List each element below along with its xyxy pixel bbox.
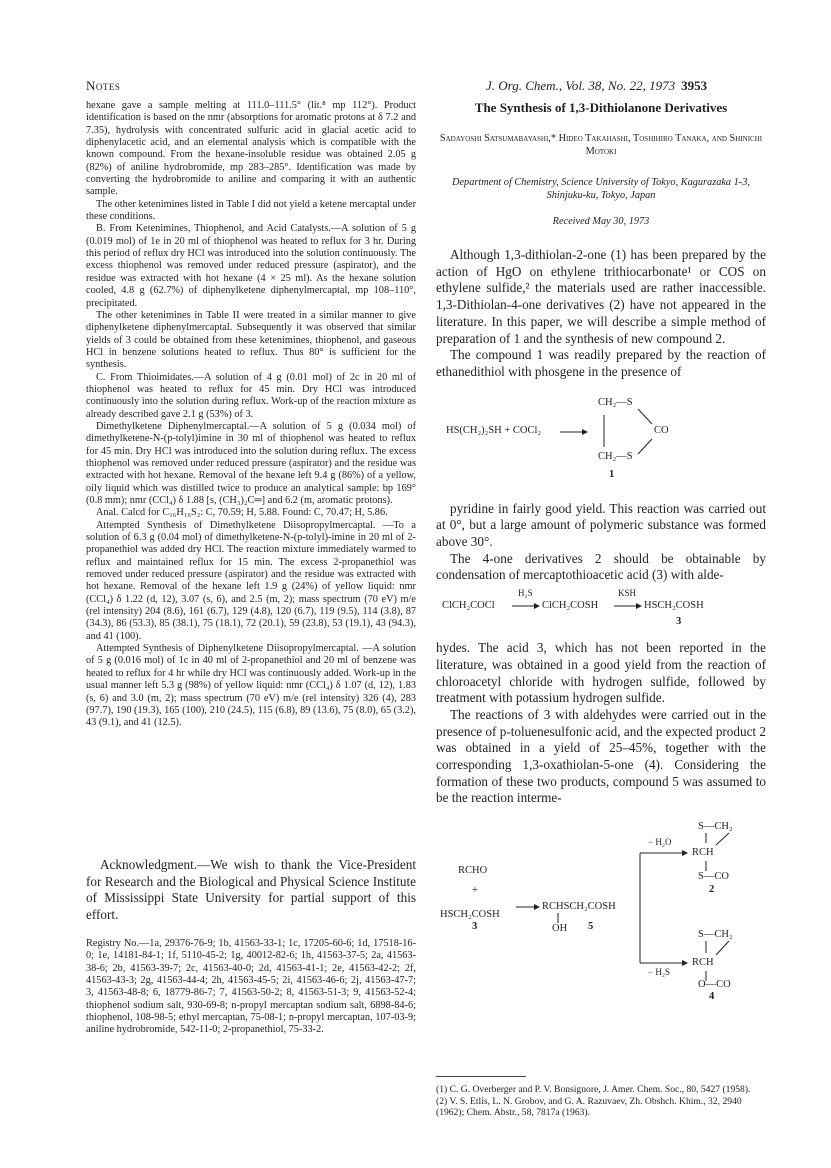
paragraph: Although 1,3-dithiolan-2-one (1) has been prepared by the action of HgO on ethylene trithiocarbonate¹ or COS on ethylene sulfide,² the materials used are rather inaccessible. 1,3-Dithiolan-4-one derivatives (2) have not appeared in the literature. In this paper, we will describe a simple method of preparation of 1 and the synthesis of new compound 2. (436, 247, 766, 346)
paragraph: The 4-one derivatives 2 should be obtainable by condensation of mercaptothioacetic acid (3) with alde- (436, 550, 766, 583)
product2-rch: RCH (692, 847, 714, 859)
scheme-acid-arrows (436, 584, 766, 640)
scheme-dithiolanone (436, 381, 766, 501)
paragraph: The other ketenimines listed in Table I did not yield a ketene mercaptal under these conditions. (86, 198, 416, 223)
reagent-h2s: H₂S (518, 588, 533, 599)
paragraph: pyridine in fairly good yield. This reaction was carried out at 0°, but a large amount of polymeric substance was formed above 30°. (436, 500, 766, 550)
product4-top: S—CH₂ (698, 929, 733, 941)
paragraph: The other ketenimines in Table II were treated in a similar manner to give diphenylketene diphenylmercaptal. Subsequently it was observed that similar yields of 3 could be obtained from these ketenimines, thiophenol, and gaseous HCl in benzene solutions heated to reflux. Thus 80° is sufficient for the synthesis. (86, 309, 416, 371)
intermediate5: RCHSCH₂COSH (542, 901, 616, 913)
running-header-left: Notes (86, 78, 121, 93)
footnote-rule (436, 1076, 526, 1077)
article-affiliation: Department of Chemistry, Science University of Tokyo, Kagurazaka 1-3, Shinjuku-ku, Tokyo, Japan (452, 177, 750, 201)
product4-rch: RCH (692, 957, 714, 969)
product: HSCH₂COSH (644, 600, 704, 612)
paragraph: C. From Thioimidates.—A solution of 4 g (0.01 mol) of 2c in 20 ml of thiophenol was heated to reflux for 45 min. Dry HCl was introduced continuously into the solution during reflux. Work-up of the reaction mixture as already described gave 2.1 g (53%) of 3. (86, 371, 416, 420)
received-date: Received May 30, 1973 (552, 216, 650, 227)
loss-of-h2s: − H₂S (648, 967, 670, 978)
loss-of-water: − H₂O (648, 837, 672, 848)
right-column (436, 100, 766, 1003)
ring-top-label: CH₂—S (598, 396, 633, 408)
paragraph: B. From Ketenimines, Thiophenol, and Acid Catalysts.—A solution of 5 g (0.019 mol) of 1e in 20 ml of thiophenol was heated to reflux for 3 hr. During this period of reflux dry HCl was introduced into the solution continuously. The excess thiophenol was removed under reduced pressure (aspirator), and the residue was extracted with hot hexane (4 × 25 ml). As the hexane solution cooled, 4.8 g (62.7%) of diphenylketene diphenylmercaptal, mp 108–110°, precipitated. (86, 223, 416, 309)
footnote: (2) V. S. Etlis, L. N. Grobov, and G. A. Razuvaev, Zh. Obshch. Khim., 32, 2940 (1962); Chem. Abstr., 58, 7817a (1963). (436, 1095, 742, 1118)
footnote: (1) C. G. Overberger and P. V. Bonsignore, J. Amer. Chem. Soc., 80, 5427 (1958). (436, 1084, 751, 1095)
journal-citation: J. Org. Chem., Vol. 38, No. 22, 1973 (486, 78, 676, 93)
scheme-mercaptothioacetic-acid (436, 584, 766, 640)
paragraph: The compound 1 was readily prepared by the reaction of ethanedithiol with phosgene in the presence of (436, 347, 766, 379)
thiol-acid: HSCH₂COSH (440, 909, 500, 921)
article-title: The Synthesis of 1,3-Dithiolanone Derivatives (474, 100, 728, 115)
aldehyde: RCHO (458, 865, 488, 877)
footnotes (436, 1084, 766, 1119)
product4-label: 4 (709, 991, 715, 1003)
paragraph: Attempted Synthesis of Dimethylketene Diisopropylmercaptal. —To a solution of 6.3 g (0.04 mol) of dimethylketene-N-(p-tolyl)-imine in 20 ml of 2-propanethiol was added dry HCl. The reaction mixture immediately warmed to reflux and maintained reflux for 15 min. The excess 2-propanethiol was removed under reduced pressure (aspirator) and the residue was extracted with hot hexane. Removal of the hexane left 1.9 g (24%) of yellow liquid: nmr (CCl₄) δ 1.22 (d, 12), 3.07 (s, 6), and 2.5 (m, 2); mass spectrum (70 eV) m/e (rel intensity) 204 (8.6), 161 (6.7), 129 (4.8), 120 (6.7), 119 (9.5), 114 (3.8), 87 (34.3), 86 (53.3), 85 (38.1), 75 (18.1), 72 (20.1), 59 (23.8), 53 (19.1), 43 (94.3), and 41 (100). (86, 519, 416, 642)
paragraph: Attempted Synthesis of Diphenylketene Diisopropylmercaptal. —A solution of 5 g (0.016 mol) of 1c in 40 ml of 2-propanethiol and 20 ml of benzene was heated to reflux for 4 hr while dry HCl was continuously added. Work-up in the usual manner left 5.3 g (98%) of yellow liquid: nmr (CCl₄) δ 1.07 (d, 12), 1.83 (s, 6) and 3.0 (m, 2); mass spectrum (70 eV) m/e (rel intensity) 326 (4), 283 (97.7), 190 (19.3), 165 (100), 210 (24.5), 115 (6.8), 89 (13.6), 75 (8.0), 65 (3.2), 43 (9.1), and 41 (12.5). (86, 643, 416, 729)
registry-numbers: Registry No.—1a, 29376-76-9; 1b, 41563-33-1; 1c, 17205-60-6; 1d, 17518-16-0; 1e, 14181-84-1; 1f, 5110-45-2; 1g, 40012-82-6; 1h, 41563-37-5; 2a, 41563-38-6; 2b, 41563-39-7; 2c, 41563-40-0; 2d, 41563-41-1; 2e, 41563-42-2; 2f, 41563-43-3; 2g, 41563-44-4; 2h, 41563-45-5; 2i, 41563-46-6; 2j, 41563-47-7; 3, 41563-48-8; 6, 18779-86-7; 7, 41563-50-2; 8, 41563-51-3; 9, 41563-52-4; thiophenol sodium salt, 930-69-8; n-propyl mercaptan sodium salt, 6898-84-6; thiophenol, 108-98-5; ethyl mercaptan, 75-08-1; n-propyl mercaptan, 107-03-9; aniline hydrobromide, 542-11-0; 2-propanethiol, 75-33-2. (86, 938, 416, 1036)
page-number: 3953 (681, 78, 708, 93)
compound-label: 1 (609, 468, 615, 480)
product2-top: S—CH₂ (698, 821, 733, 833)
paragraph: Anal. Calcd for C₁₆H₁₆S₂: C, 70.59; H, 5.88. Found: C, 70.47; H, 5.86. (96, 507, 388, 519)
acknowledgment: Acknowledgment.—We wish to thank the Vice-President for Research and the Biological and Physical Science Institute of Mississippi State University for partial support of this effort. (86, 857, 416, 923)
article-authors: Sadayoshi Satsumabayashi,* Hideo Takahashi, Toshihiro Tanaka, and Shinichi Motoki (439, 133, 763, 157)
intermediate: ClCH₂COSH (542, 600, 599, 612)
product2-label: 2 (709, 884, 715, 896)
scheme-dithiolanone-formation (436, 821, 766, 1003)
paragraph: Dimethylketene Diphenylmercaptal.—A solution of 5 g (0.034 mol) of dimethylketene-N-(p-tolyl)imine in 30 ml of thiophenol was heated to reflux for 45 min. Dry HCl was introduced into the solution during reflux. The excess thiophenol was removed under reduced pressure (aspirator) and the residue was extracted with hot hexane. Removal of the hexane left 9.4 g (86%) of a yellow, oily liquid which was distilled twice to produce an analytical sample: bp 169° (0.8 mm); nmr (CCl₄) δ 1.88 [s, (CH₃)₂C═] and 6.2 (m, aromatic protons). (86, 420, 416, 506)
paragraph: hexane gave a sample melting at 111.0–111.5° (lit.⁸ mp 112°). Product identification is based on the nmr (absorptions for aromatic protons at δ 7.2 and 7.35), hydrolysis with concentrated sulfuric acid in glacial acetic acid to diphenylacetic acid, and an elemental analysis which is compatible with the known compound. From the hexane-insoluble residue was obtained 2.05 g (82%) of aniline hydrobromide, mp 283–285°. Identification was made by converting the hydrobromide to aniline and comparing it with an authentic sample. (86, 100, 416, 198)
thiol-label: 3 (472, 921, 478, 933)
product4-bottom: O—CO (698, 979, 731, 991)
compound-label: 3 (676, 616, 682, 628)
reagent-ksh: KSH (618, 588, 637, 599)
intermediate-label: 5 (588, 921, 594, 933)
plus-sign: + (472, 885, 478, 897)
start-material: ClCH₂COCl (442, 600, 495, 612)
ring-bottom-label: CH₂—S (598, 450, 633, 462)
carbonyl-label: CO (654, 424, 669, 436)
paragraph: hydes. The acid 3, which has not been reported in the literature, was obtained in a good yield from the reaction of chloroacetyl chloride with hydrogen sulfide, followed by treatment with potassium hydrogen sulfide. (436, 640, 766, 706)
product2-bottom: S—CO (698, 871, 729, 883)
reactants-label: HS(CH₂)₂SH + COCl₂ (446, 424, 542, 436)
left-column (86, 100, 416, 730)
paragraph: The reactions of 3 with aldehydes were carried out in the presence of p-toluenesulfonic acid, and the expected product 2 was obtained in a yield of 25–45%, together with the corresponding 1,3-oxathiolan-5-one (4). Considering the formation of these two products, compound 5 was assumed to be the reaction interme- (436, 706, 766, 806)
hydroxyl: OH (552, 923, 568, 935)
running-header-right (486, 78, 707, 94)
